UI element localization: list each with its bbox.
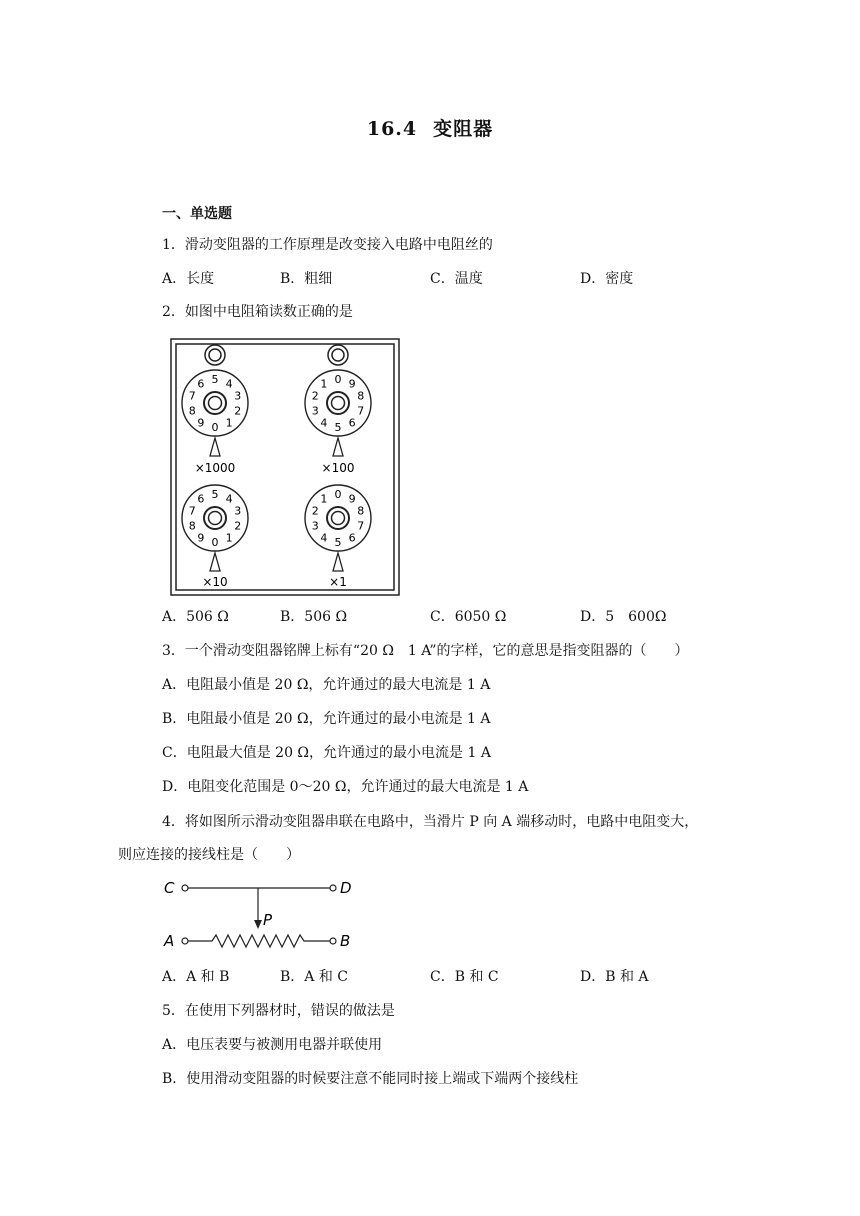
multiplier-label: ×1000 xyxy=(194,461,236,475)
q3-option-c: C．电阻最大值是 20 Ω，允许通过的最小电流是 1 A xyxy=(162,745,491,761)
q1-stem: 1．滑动变阻器的工作原理是改变接入电路中电阻丝的 xyxy=(162,237,493,253)
q1-option-a: A．长度 xyxy=(162,271,215,287)
q2-option-d: D．5 600Ω xyxy=(580,609,667,625)
dial-digit: 5 xyxy=(334,421,342,434)
dial-digit: 3 xyxy=(311,519,319,533)
q4-option-a: A．A 和 B xyxy=(162,969,230,985)
dial-digit: 7 xyxy=(357,519,365,533)
q4-stem-line1: 4．将如图所示滑动变阻器串联在电路中，当滑片 P 向 A 端移动时，电路中电阻变大， xyxy=(162,814,699,830)
dial-digit: 0 xyxy=(334,488,342,501)
dial-digit: 0 xyxy=(211,536,219,549)
dial-digit: 9 xyxy=(197,416,205,430)
dial-digit: 2 xyxy=(311,504,319,518)
dial-digit: 2 xyxy=(234,519,242,533)
q2-option-b: B．506 Ω xyxy=(280,609,348,625)
q4-option-b: B．A 和 C xyxy=(280,969,349,985)
q2-option-c: C．6050 Ω xyxy=(430,609,507,625)
dial-digit: 3 xyxy=(234,389,242,403)
q4-option-c: C．B 和 C xyxy=(430,969,499,985)
q1-option-d: D．密度 xyxy=(580,271,634,287)
q5-option-b: B．使用滑动变阻器的时候要注意不能同时接上端或下端两个接线柱 xyxy=(162,1071,579,1087)
dial-digit: 9 xyxy=(197,531,205,545)
dial-digit: 7 xyxy=(188,504,196,518)
dial-digit: 4 xyxy=(225,377,233,391)
dial-digit: 7 xyxy=(357,404,365,418)
q3-stem: 3．一个滑动变阻器铭牌上标有“20 Ω 1 A”的字样，它的意思是指变阻器的（ ） xyxy=(162,643,689,659)
label-b: B xyxy=(340,932,351,950)
dial-digit: 0 xyxy=(211,421,219,434)
dial-digit: 6 xyxy=(197,492,205,506)
dial-digit: 8 xyxy=(357,504,365,518)
title-number: 16.4 xyxy=(366,118,418,140)
dial-digit: 7 xyxy=(188,389,196,403)
dial-digit: 6 xyxy=(348,416,356,430)
q2-option-a: A．506 Ω xyxy=(162,609,229,625)
dial-digit: 6 xyxy=(348,531,356,545)
q4-option-d: D．B 和 A xyxy=(580,969,649,985)
dial-digit: 4 xyxy=(320,416,328,430)
q5-stem: 5．在使用下列器材时，错误的做法是 xyxy=(162,1003,395,1019)
dial-digit: 9 xyxy=(348,377,356,391)
dial-digit: 1 xyxy=(225,416,233,430)
dial-digit: 8 xyxy=(357,389,365,403)
dial-digit: 2 xyxy=(234,404,242,418)
q2-stem: 2．如图中电阻箱读数正确的是 xyxy=(162,304,353,320)
dial-digit: 9 xyxy=(348,492,356,506)
resistance-box-figure xyxy=(170,338,400,596)
title-text: 变阻器 xyxy=(433,118,494,140)
dial-digit: 1 xyxy=(320,492,328,506)
dial-digit: 4 xyxy=(320,531,328,545)
q1-option-b: B．粗细 xyxy=(280,271,333,287)
dial-digit: 3 xyxy=(234,504,242,518)
label-d: D xyxy=(340,879,352,897)
dial-digit: 3 xyxy=(311,404,319,418)
q3-option-b: B．电阻最小值是 20 Ω，允许通过的最小电流是 1 A xyxy=(162,711,491,727)
multiplier-label: ×10 xyxy=(202,575,228,589)
q3-option-d: D．电阻变化范围是 0～20 Ω，允许通过的最大电流是 1 A xyxy=(162,779,529,795)
dial-digit: 4 xyxy=(225,492,233,506)
q3-option-a: A．电阻最小值是 20 Ω，允许通过的最大电流是 1 A xyxy=(162,677,491,693)
dial-digit: 5 xyxy=(334,536,342,549)
dial-digit: 5 xyxy=(211,373,219,386)
multiplier-label: ×100 xyxy=(321,461,355,475)
label-c: C xyxy=(164,879,175,897)
dial-digit: 1 xyxy=(320,377,328,391)
multiplier-label: ×1 xyxy=(329,575,347,589)
label-a: A xyxy=(164,932,175,950)
dial-digit: 5 xyxy=(211,488,219,501)
dial-digit: 8 xyxy=(188,404,196,418)
section-header: 一、单选题 xyxy=(162,206,232,222)
rheostat-figure xyxy=(160,873,360,955)
q4-stem-line2: 则应连接的接线柱是（ ） xyxy=(118,847,300,863)
dial-digit: 8 xyxy=(188,519,196,533)
page-title xyxy=(0,114,860,141)
dial-digit: 1 xyxy=(225,531,233,545)
q5-option-a: A．电压表要与被测用电器并联使用 xyxy=(162,1037,383,1053)
dial-digit: 0 xyxy=(334,373,342,386)
dial-digit: 6 xyxy=(197,377,205,391)
label-p: P xyxy=(263,911,273,929)
q1-option-c: C．温度 xyxy=(430,271,483,287)
dial-digit: 2 xyxy=(311,389,319,403)
